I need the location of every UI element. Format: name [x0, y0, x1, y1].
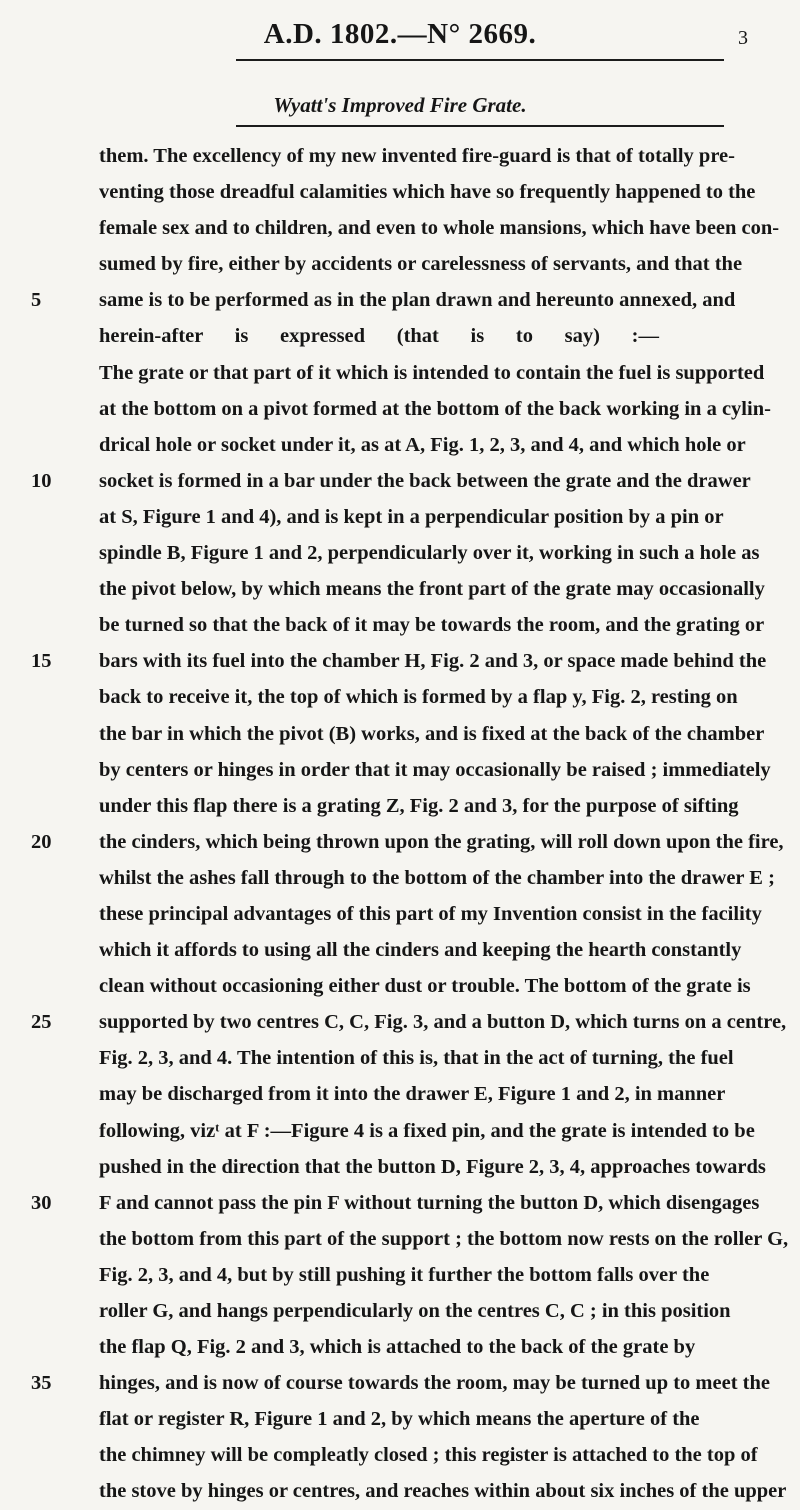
line-text: be turned so that the back of it may be towards the room, and the grating or [99, 614, 765, 637]
line-text: venting those dreadful calamities which have so frequently happened to the [99, 181, 756, 204]
text-line [99, 788, 739, 824]
text-line [99, 391, 771, 427]
line-text: the flap Q, Fig. 2 and 3, which is attached to the back of the grate by [99, 1336, 696, 1359]
running-head: Wyatt's Improved Fire Grate. [273, 93, 527, 117]
line-text: sumed by fire, either by accidents or carelessness of servants, and that the [99, 253, 743, 276]
line-text: the cinders, which being thrown upon the grating, will roll down upon the fire, [99, 830, 784, 853]
text-line [99, 1040, 734, 1076]
text-line [99, 174, 756, 210]
text-line [99, 1293, 731, 1329]
line-text: back to receive it, the top of which is formed by a flap y, Fig. 2, resting on [99, 686, 738, 709]
page-number: 3 [738, 27, 748, 49]
line-text: under this flap there is a grating Z, Fig. 2 and 3, for the purpose of sifting [99, 794, 739, 817]
text-line [99, 1113, 755, 1149]
line-text: F and cannot pass the pin F without turning the button D, which disengages [99, 1191, 760, 1214]
line-text: roller G, and hangs perpendicularly on the centres C, C ; in this position [99, 1300, 731, 1322]
text-line [31, 824, 784, 860]
line-text: at S, Figure 1 and 4), and is kept in a perpendicular position by a pin or [99, 505, 724, 528]
line-text: may be discharged from it into the drawer E, Figure 1 and 2, in manner [99, 1083, 726, 1106]
line-text: them. The excellency of my new invented fire-guard is that of totally pre- [99, 145, 735, 167]
header-rule-bottom [236, 125, 724, 127]
line-text: at the bottom on a pivot formed at the bottom of the back working in a cylin- [99, 397, 771, 420]
text-line [31, 1185, 760, 1221]
line-text: the stove by hinges or centres, and reaches within about six inches of the upper [99, 1480, 787, 1503]
line-text: The grate or that part of it which is intended to contain the fuel is supported [99, 361, 765, 384]
page-title: A.D. 1802.—N° 2669. [263, 18, 537, 50]
line-number: 15 [31, 650, 52, 673]
line-number: 25 [31, 1011, 52, 1034]
line-text: female sex and to children, and even to whole mansions, which have been con- [99, 217, 780, 240]
line-number: 30 [31, 1191, 52, 1214]
line-text: pushed in the direction that the button D, Figure 2, 3, 4, approaches towards [99, 1155, 766, 1178]
line-number: 35 [31, 1372, 52, 1395]
text-line [99, 752, 771, 788]
text-line [99, 1401, 700, 1437]
text-line [99, 427, 746, 463]
line-number: 20 [31, 830, 52, 853]
text-line [99, 860, 775, 896]
line-text: following, vizᵗ at F :—Figure 4 is a fixed pin, and the grate is intended to be [99, 1119, 755, 1142]
line-text: clean without occasioning either dust or trouble. The bottom of the grate is [99, 975, 751, 998]
line-text: the pivot below, by which means the front part of the grate may occasionally [99, 578, 765, 601]
line-text: the bar in which the pivot (B) works, and is fixed at the back of the chamber [99, 722, 765, 745]
line-number: 10 [31, 469, 52, 492]
text-line [99, 1437, 758, 1473]
header-rule-top [236, 59, 724, 61]
line-text: by centers or hinges in order that it may occasionally be raised ; immediately [99, 758, 771, 781]
line-text: drical hole or socket under it, as at A, Fig. 1, 2, 3, and 4, and which hole or [99, 433, 746, 456]
text-line [99, 138, 735, 174]
line-text: the chimney will be compleatly closed ; this register is attached to the top of [99, 1444, 758, 1467]
text-line [99, 210, 780, 246]
text-line [31, 463, 751, 499]
text-line [31, 1365, 770, 1401]
line-text: bars with its fuel into the chamber H, Fig. 2 and 3, or space made behind the [99, 650, 767, 673]
text-line [99, 1076, 726, 1112]
text-line [99, 968, 751, 1004]
text-line [99, 571, 765, 607]
text-line [99, 318, 659, 354]
text-line [99, 1149, 766, 1185]
line-text: same is to be performed as in the plan drawn and hereunto annexed, and [99, 289, 736, 312]
text-line [99, 679, 738, 715]
text-line [99, 1473, 787, 1509]
line-text: Fig. 2, 3, and 4. The intention of this is, that in the act of turning, the fuel [99, 1047, 734, 1070]
text-line [99, 607, 765, 643]
line-text: socket is formed in a bar under the back between the grate and the drawer [99, 469, 751, 492]
text-line [31, 282, 736, 318]
line-text: spindle B, Figure 1 and 2, perpendicularly over it, working in such a hole as [99, 542, 760, 565]
text-line [99, 246, 743, 282]
text-line [99, 716, 765, 752]
line-text: whilst the ashes fall through to the bottom of the chamber into the drawer E ; [99, 866, 775, 889]
text-line [99, 932, 742, 968]
text-line [31, 1004, 787, 1040]
text-line [99, 896, 762, 932]
text-line [99, 1329, 696, 1365]
body-text [31, 138, 789, 1510]
text-line [99, 1257, 710, 1293]
line-number: 5 [31, 289, 42, 312]
line-text: Fig. 2, 3, and 4, but by still pushing it further the bottom falls over the [99, 1263, 710, 1286]
line-text: herein-after is expressed (that is to say) :— [99, 325, 659, 348]
line-text: these principal advantages of this part of my Invention consist in the facility [99, 902, 762, 925]
line-text: which it affords to using all the cinders and keeping the hearth constantly [99, 939, 742, 962]
text-line [99, 499, 724, 535]
text-line [99, 355, 765, 391]
line-text: supported by two centres C, C, Fig. 3, and a button D, which turns on a centre, [99, 1011, 787, 1034]
line-text: the bottom from this part of the support ; the bottom now rests on the roller G, [99, 1227, 789, 1250]
text-line [99, 535, 760, 571]
line-text: hinges, and is now of course towards the room, may be turned up to meet the [99, 1372, 770, 1395]
text-line [99, 1221, 789, 1257]
line-text: flat or register R, Figure 1 and 2, by which means the aperture of the [99, 1408, 700, 1431]
text-line [31, 643, 767, 679]
